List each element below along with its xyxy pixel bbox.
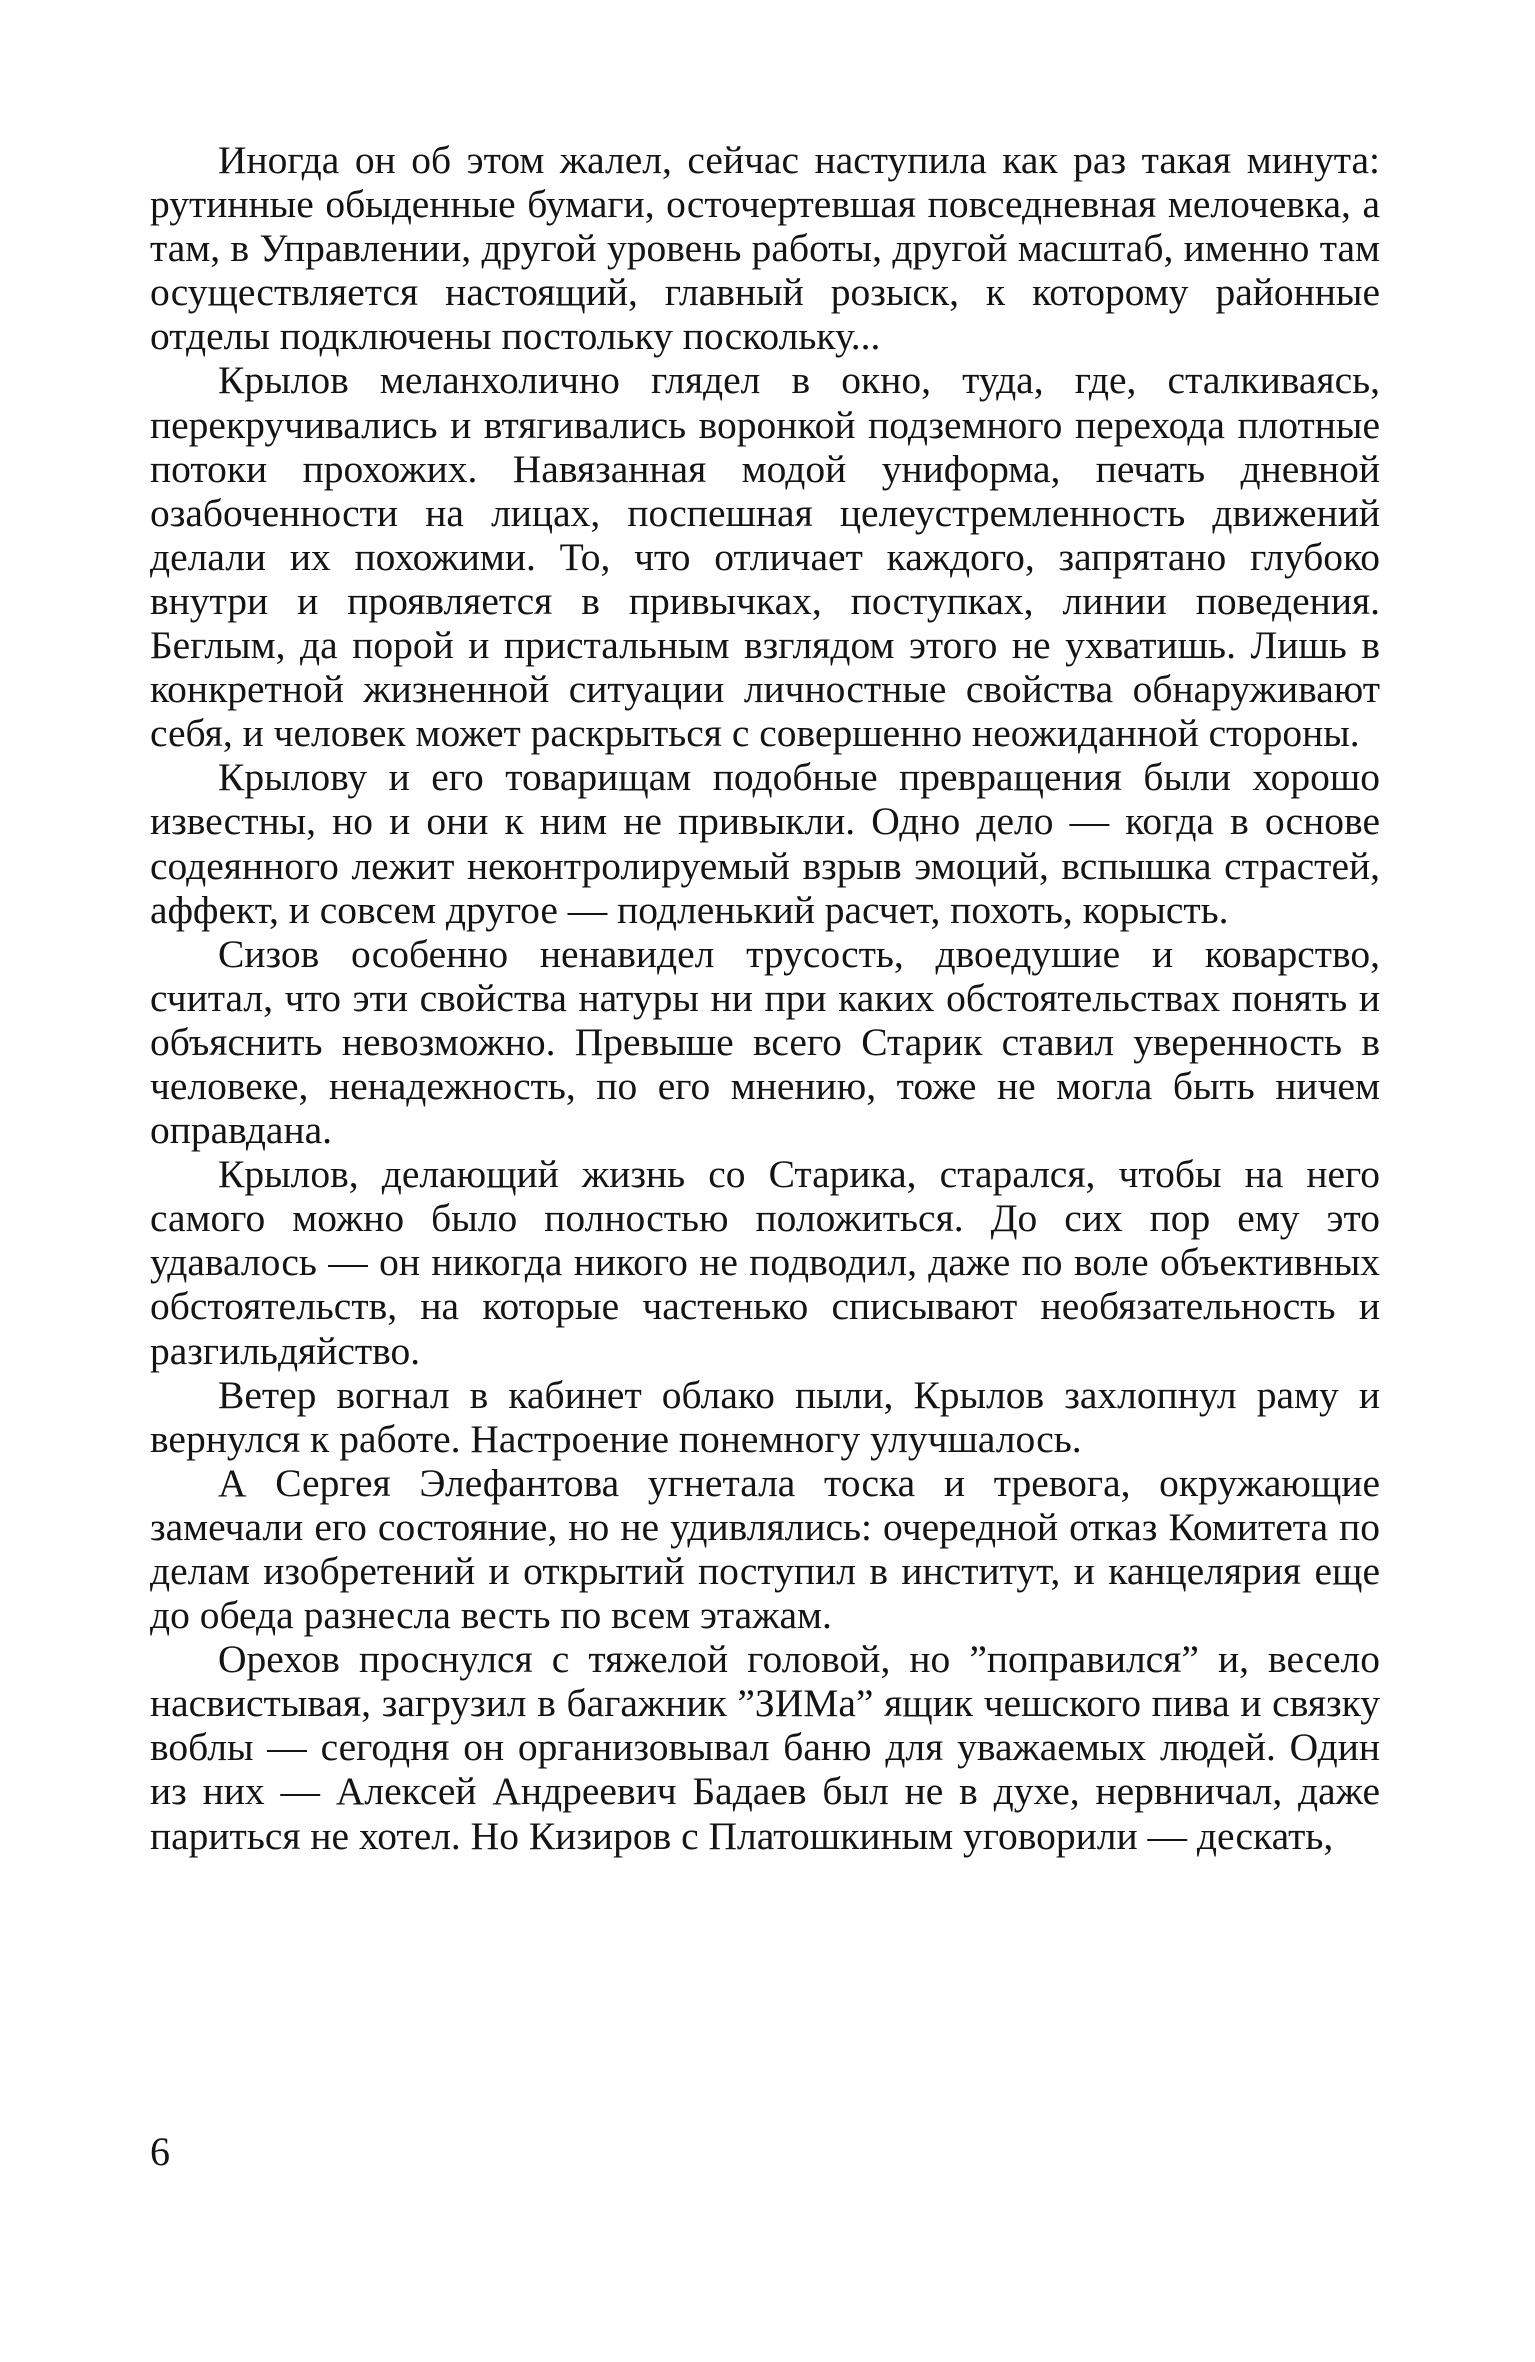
page-number: 6: [150, 2129, 170, 2174]
paragraph-6: Ветер вогнал в кабинет облако пыли, Крылов захлопнул раму и вернулся к работе. Настроение понемногу улучшалось.: [150, 1372, 1380, 1461]
page-text: [150, 138, 1380, 1858]
paragraph-3: Крылову и его товарищам подобные превращения были хорошо известны, но и они к ним не привыкли. Одно дело — когда в основе содеянного лежит неконтролируемый взрыв эмоций, вспышка страстей, аффект, и совсем другое — подленький расчет, похоть, корысть.: [150, 755, 1380, 932]
paragraph-2: Крылов меланхолично глядел в окно, туда, где, сталкиваясь, перекручивались и втягивались воронкой подземного перехода плотные потоки прохожих. Навязанная модой униформа, печать дневной озабоченности на лицах, поспешная целеустремленность движений делали их похожими. То, что отличает каждого, запрятано глубоко внутри и проявляется в привычках, поступках, линии поведения. Беглым, да порой и пристальным взглядом этого не ухватишь. Лишь в конкретной жизненной ситуации личностные свойства обнаруживают себя, и человек может раскрыться с совершенно неожиданной стороны.: [150, 358, 1380, 756]
paragraph-5: Крылов, делающий жизнь со Старика, старался, чтобы на него самого можно было полностью положиться. До сих пор ему это удавалось — он никогда никого не подводил, даже по воле объективных обстоятельств, на которые частенько списывают необязательность и разгильдяйство.: [150, 1152, 1380, 1373]
paragraph-8: Орехов проснулся с тяжелой головой, но ”поправился” и, весело насвистывая, загрузил в багажник ”ЗИМа” ящик чешского пива и связку воблы — сегодня он организовывал баню для уважаемых людей. Один из них — Алексей Андреевич Бадаев был не в духе, нервничал, даже париться не хотел. Но Кизиров с Платошкиным уговорили — дескать,: [150, 1637, 1380, 1858]
paragraph-7: А Сергея Элефантова угнетала тоска и тревога, окружающие замечали его состояние, но не удивлялись: очередной отказ Комитета по делам изобретений и открытий поступил в институт, и канцелярия еще до обеда разнесла весть по всем этажам.: [150, 1460, 1380, 1638]
paragraph-4: Сизов особенно ненавидел трусость, двоедушие и коварство, считал, что эти свойства натуры ни при каких обстоятельствах понять и объяснить невозможно. Превыше всего Старик ставил уверенность в человеке, ненадежность, по его мнению, тоже не могла быть ничем оправдана.: [150, 931, 1380, 1153]
paragraph-1: Иногда он об этом жалел, сейчас наступила как раз такая минута: рутинные обыденные бумаги, осточертевшая повседневная мелочевка, а там, в Управлении, другой уровень работы, другой масштаб, именно там осуществляется настоящий, главный розыск, к которому районные отделы подключены постольку поскольку...: [150, 138, 1380, 359]
